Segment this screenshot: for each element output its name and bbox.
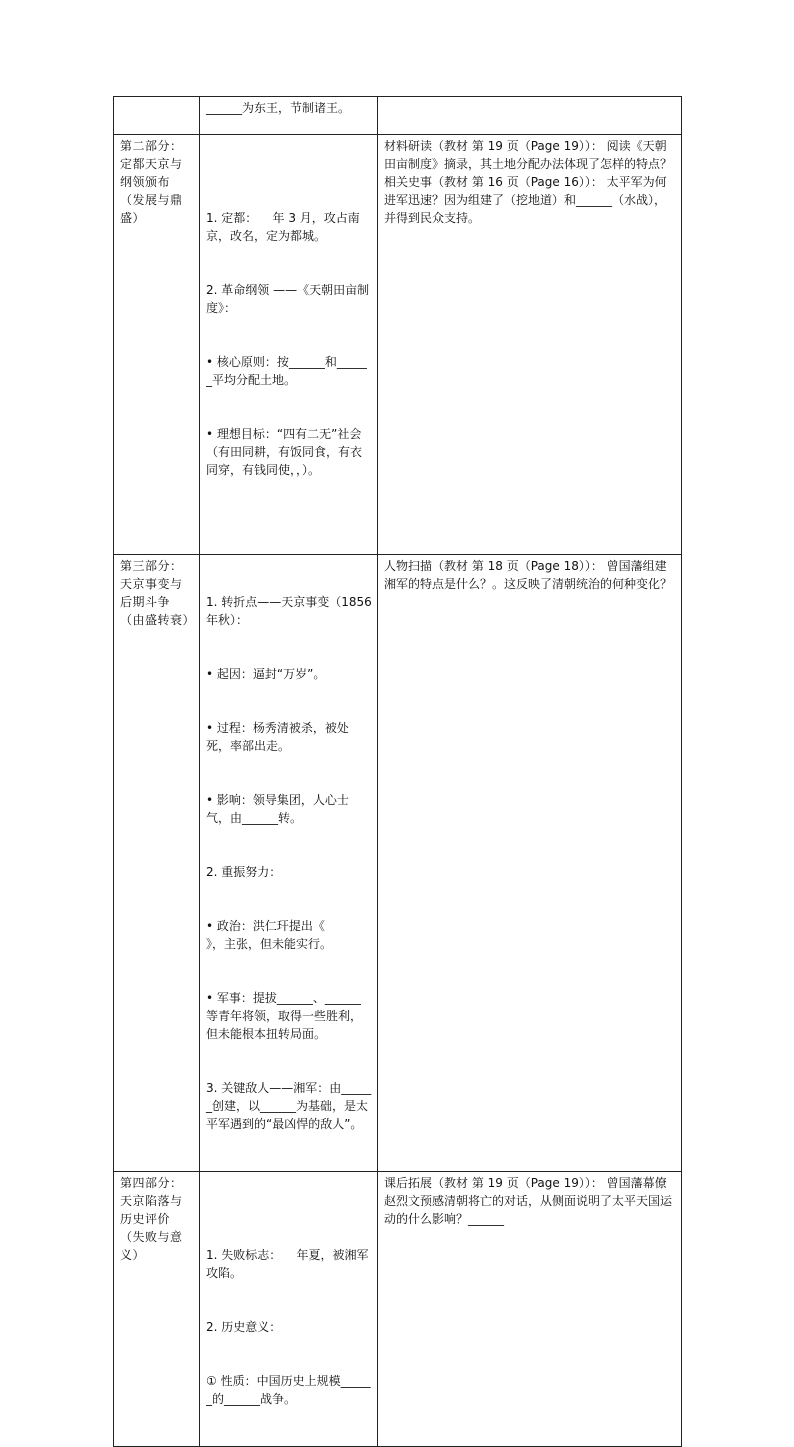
- content-line: 2. 重振努力：: [206, 865, 282, 879]
- content-line: 1. 转折点——天京事变（1856 年秋）：: [206, 595, 376, 627]
- content-line: • 过程：杨秀清被杀，被处死，率部出走。: [206, 721, 349, 753]
- activity-cell: [378, 555, 682, 1172]
- content-line: • 政治：洪仁玕提出《 》，主张，但未能实行。: [206, 919, 356, 951]
- content-cell: [200, 97, 378, 135]
- content-line: 2. 历史意义：: [206, 1320, 282, 1334]
- content-cell: [200, 135, 378, 555]
- activity-cell: [378, 97, 682, 135]
- table-row: [114, 1172, 682, 1447]
- content-line: • 理想目标：“四有二无”社会（有田同耕，有饭同食，有衣同穿，有钱同使，，）。: [206, 427, 363, 477]
- content-line: 1. 定都： 年 3 月，攻占南京，改名，定为都城。: [206, 211, 360, 243]
- section-cell: [114, 135, 200, 555]
- table-row: [114, 97, 682, 135]
- content-cell: [200, 1172, 378, 1447]
- section-cell: [114, 555, 200, 1172]
- content-line: • 军事：提拔______、______等青年将领，取得一些胜利，但未能根本扭转局面。: [206, 991, 363, 1041]
- activity-text: 课后拓展（教材 第 19 页（Page 19））： 曾国藩幕僚赵烈文预感清朝将亡的对话，从侧面说明了太平天国运动的什么影响？______: [384, 1176, 673, 1226]
- section-cell: [114, 1172, 200, 1447]
- content-cell: [200, 555, 378, 1172]
- worksheet-table: [113, 96, 682, 1447]
- section-title: 第二部分：定都天京与纲领颁布（发展与鼎盛）: [120, 139, 183, 225]
- content-line: 2. 革命纲领 ——《天朝田亩制度》：: [206, 283, 370, 315]
- content-line: ______为东王，节制诸王。: [206, 101, 351, 115]
- activity-cell: [378, 135, 682, 555]
- content-line: [206, 515, 372, 516]
- content-line: • 影响：领导集团，人心士气，由______转。: [206, 793, 349, 825]
- content-line: 3. 关键敌人——湘军：由______创建，以______为基础，是太平军遇到的“最凶悍的敌人”。: [206, 1081, 372, 1131]
- activity-cell: [378, 1172, 682, 1447]
- table-row: [114, 555, 682, 1172]
- content-line: 1. 失败标志： 年夏，被湘军攻陷。: [206, 1248, 369, 1280]
- table-row: [114, 135, 682, 555]
- activity-text: 材料研读（教材 第 19 页（Page 19））： 阅读《天朝田亩制度》摘录，其土地分配办法体现了怎样的特点？ 相关史事（教材 第 16 页（Page 16））： 太平军为何进军迅速？因为组建了（挖地道）和______（水战），并得到民众支持。: [384, 139, 673, 225]
- content-line: • 核心原则：按______和______平均分配土地。: [206, 355, 367, 387]
- content-line: • 起因：逼封“万岁”。: [206, 667, 326, 681]
- activity-text: 人物扫描（教材 第 18 页（Page 18））： 曾国藩组建湘军的特点是什么？。这反映了清朝统治的何种变化？: [384, 559, 673, 591]
- content-line: ① 性质：中国历史上规模______的______战争。: [206, 1374, 371, 1406]
- section-cell: [114, 97, 200, 135]
- section-title: 第三部分：天京事变与后期斗争（由盛转衰）: [120, 559, 196, 627]
- section-title: 第四部分：天京陷落与历史评价（失败与意义）: [120, 1176, 183, 1262]
